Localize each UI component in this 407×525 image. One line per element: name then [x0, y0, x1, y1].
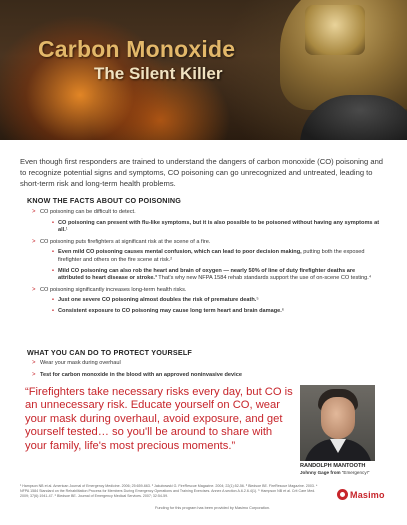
fact-sub-item — [52, 268, 382, 283]
protect-item — [32, 372, 382, 380]
bullet-icon: • — [52, 249, 54, 256]
funding-credit: Funding for this program has been provided by Masimo Corporation. — [155, 506, 271, 510]
person-role-show: “Emergency!” — [340, 470, 370, 475]
chevron-right-icon: > — [32, 209, 36, 215]
helmet-shield-image — [305, 5, 365, 55]
fact-sub-bold: Consistent exposure to CO poisoning may cause long term heart and brain damage. — [58, 307, 282, 314]
protect-heading: WHAT YOU CAN DO TO PROTECT YOURSELF — [27, 348, 192, 357]
bullet-icon: • — [52, 307, 54, 314]
fact-sub-bold: CO poisoning can present with flu-like symptoms, but it is also possible to be poisoned without having any symptoms at all. — [58, 219, 380, 234]
masimo-logo-icon — [337, 489, 348, 500]
chevron-right-icon: > — [32, 371, 36, 378]
footnotes: ¹ Hampson NB et al. American Journal of Emergency Medicine. 2006; 25:659-663. ² Jakubowski G. FireRescue Magazine. 2004; 22(1):52-56. ³ Bledsoe BE. FireRescue Magazine. 2003. ⁴ NFPA 1584 Standard on the Rehabilitation Process for Members During Emergency Operations and Training Exercises. Annex A section A.6.2.6.4(1). ⁵ Hampson NB et al. Crit Care Med. 2009; 37(6):1941-47. ⁶ Bledsoe BE. Journal of Emergency Medical Services. 2007; 32:54-59. — [20, 484, 318, 498]
fact-sub-item — [52, 249, 382, 264]
person-role — [300, 470, 395, 475]
bullet-icon: • — [52, 267, 54, 274]
chevron-right-icon: > — [32, 286, 36, 293]
protect-list — [32, 360, 382, 383]
fact-sub-text: That's why new NFPA 1584 rehab standards support the use of on-scene CO testing.⁴ — [156, 275, 372, 282]
chevron-right-icon: > — [32, 360, 36, 366]
bullet-icon: • — [52, 219, 54, 226]
hero-banner — [0, 0, 407, 140]
masimo-logo-text: Masimo — [350, 489, 385, 500]
masimo-logo — [337, 489, 385, 500]
fact-sub-item — [52, 220, 382, 235]
fact-item — [32, 287, 382, 316]
fact-text: CO poisoning puts firefighters at significant risk at the scene of a fire. — [40, 238, 211, 245]
fact-text: CO poisoning significantly increases long-term health risks. — [40, 286, 187, 293]
page-title: Carbon Monoxide — [38, 36, 236, 62]
chevron-right-icon: > — [32, 238, 36, 245]
fact-sub-item — [52, 297, 382, 305]
portrait-face — [321, 397, 355, 439]
facts-list — [32, 209, 382, 320]
fact-sub-text: ⁶ — [281, 307, 285, 314]
protect-text: Test for carbon monoxide in the blood with an approved noninvasive device — [40, 371, 242, 378]
protect-text: Wear your mask during overhaul — [40, 360, 121, 366]
fact-sub-text: ¹ — [65, 227, 68, 234]
fact-sub-text: putting both the exposed firefighter and others on the fire scene at risk.² — [58, 249, 365, 263]
fact-sub-bold: Mild CO poisoning can also rob the heart and brain of oxygen — nearly 50% of line of duty firefighter deaths are attributed to heart disease or stroke.³ — [58, 267, 356, 282]
fact-sub-bold: Just one severe CO poisoning almost doubles the risk of premature death. — [58, 297, 257, 304]
pull-quote: “Firefighters take necessary risks every day, but CO is an unnecessary risk. Educate yourself on CO, wear your mask during overhaul, avoid exposure, and get yourself tested… so you'll be around to share with your family, life's most precious moments.” — [25, 386, 293, 452]
person-role-prefix: Johnny Gage from — [300, 470, 341, 475]
fact-sub-item — [52, 308, 382, 316]
facts-heading: KNOW THE FACTS ABOUT CO POISONING — [27, 196, 182, 205]
intro-paragraph: Even though first responders are trained to understand the dangers of carbon monoxide (CO) poisoning and to recognize potential signs and symptoms, CO poisoning can go unrecognized and untreated, leading to short-term risk and long-term health problems. — [20, 157, 384, 188]
portrait-photo — [300, 385, 375, 461]
fact-text: CO poisoning can be difficult to detect. — [40, 209, 136, 215]
fact-item — [32, 239, 382, 283]
protect-item — [32, 360, 382, 368]
person-name: RANDOLPH MANTOOTH — [300, 463, 366, 469]
fact-sub-text: ⁵ — [256, 297, 259, 304]
bullet-icon: • — [52, 297, 54, 304]
fact-item — [32, 209, 382, 235]
fact-sub-bold: Even mild CO poisoning causes mental confusion, which can lead to poor decision making, — [58, 249, 302, 256]
page-subtitle: The Silent Killer — [94, 64, 223, 83]
